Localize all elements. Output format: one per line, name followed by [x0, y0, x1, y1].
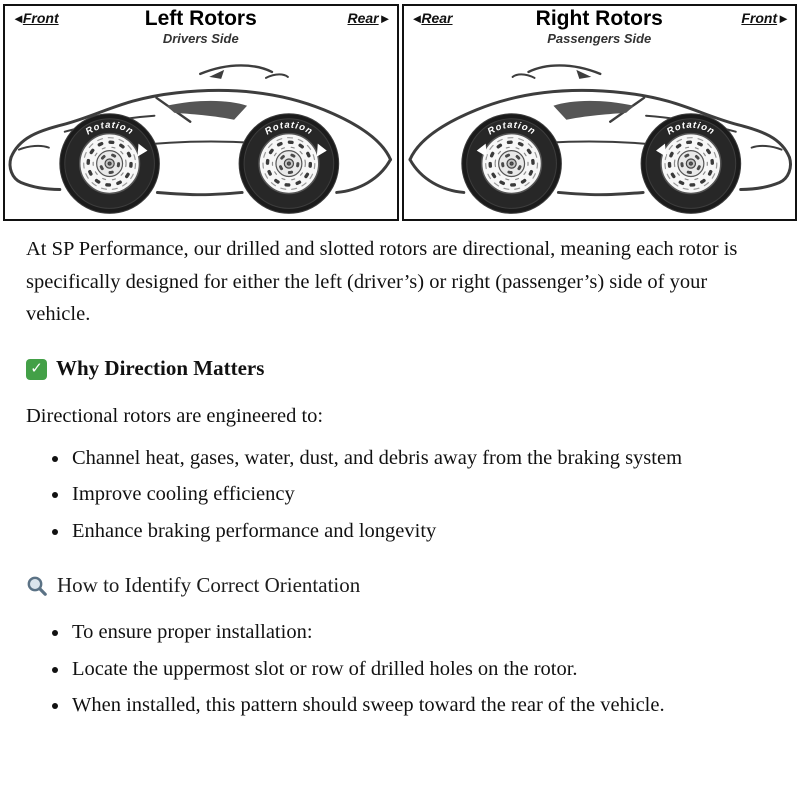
- rotation-label: Rotation: [83, 119, 136, 138]
- left-car-illustration: [5, 52, 397, 219]
- magnifying-glass-icon: [26, 575, 48, 597]
- rotation-label: Rotation: [263, 119, 315, 138]
- arrow-right-icon: ►: [777, 11, 788, 26]
- list-item: • Locate the uppermost slot or row of drilled holes on the rotor.: [70, 653, 774, 685]
- panel-title: Left Rotors: [144, 7, 257, 30]
- list-item: • To ensure proper installation:: [70, 616, 774, 648]
- section1-bullet-list: [26, 442, 774, 547]
- left-rotors-panel: [3, 4, 399, 221]
- section2-bullet-list: [26, 616, 774, 721]
- left-panel-header: [5, 6, 397, 52]
- section-heading-identify-orientation: [26, 569, 774, 602]
- rotation-label: Rotation: [664, 119, 717, 138]
- rear-direction-label: Rear►: [347, 10, 390, 26]
- arrow-right-icon: ►: [378, 11, 390, 26]
- right-panel-header: [404, 6, 796, 52]
- check-mark-icon: ✓: [26, 359, 47, 380]
- front-direction-label: ◄Front: [12, 10, 59, 26]
- rotation-label: Rotation: [485, 119, 538, 138]
- intro-paragraph: At SP Performance, our drilled and slotted rotors are directional, meaning each rotor is specifically designed for either the left (driver’s) or right (passenger’s) side of your vehicle.: [26, 238, 738, 326]
- article-body: [0, 221, 800, 749]
- section1-lead: Directional rotors are engineered to:: [26, 404, 324, 427]
- arrow-left-icon: ◄: [410, 11, 422, 26]
- right-car-illustration: [404, 52, 796, 219]
- section-title: How to Identify Correct Orientation: [57, 573, 361, 598]
- section-title: Why Direction Matters: [56, 356, 265, 381]
- front-direction-label: Front►: [741, 10, 788, 26]
- panel-subtitle: Passengers Side: [547, 31, 652, 46]
- rotor-direction-figure: [0, 0, 800, 221]
- rear-direction-label: ◄Rear: [410, 10, 453, 26]
- list-item: • Improve cooling efficiency: [70, 478, 774, 510]
- panel-title: Right Rotors: [535, 7, 663, 30]
- arrow-left-icon: ◄: [12, 11, 23, 26]
- list-item: • When installed, this pattern should sweep toward the rear of the vehicle.: [70, 689, 774, 721]
- list-item: • Channel heat, gases, water, dust, and debris away from the braking system: [70, 442, 774, 474]
- list-item: • Enhance braking performance and longevity: [70, 515, 774, 547]
- section-heading-why-direction-matters: [26, 352, 774, 385]
- panel-subtitle: Drivers Side: [162, 31, 239, 46]
- right-rotors-panel: [402, 4, 798, 221]
